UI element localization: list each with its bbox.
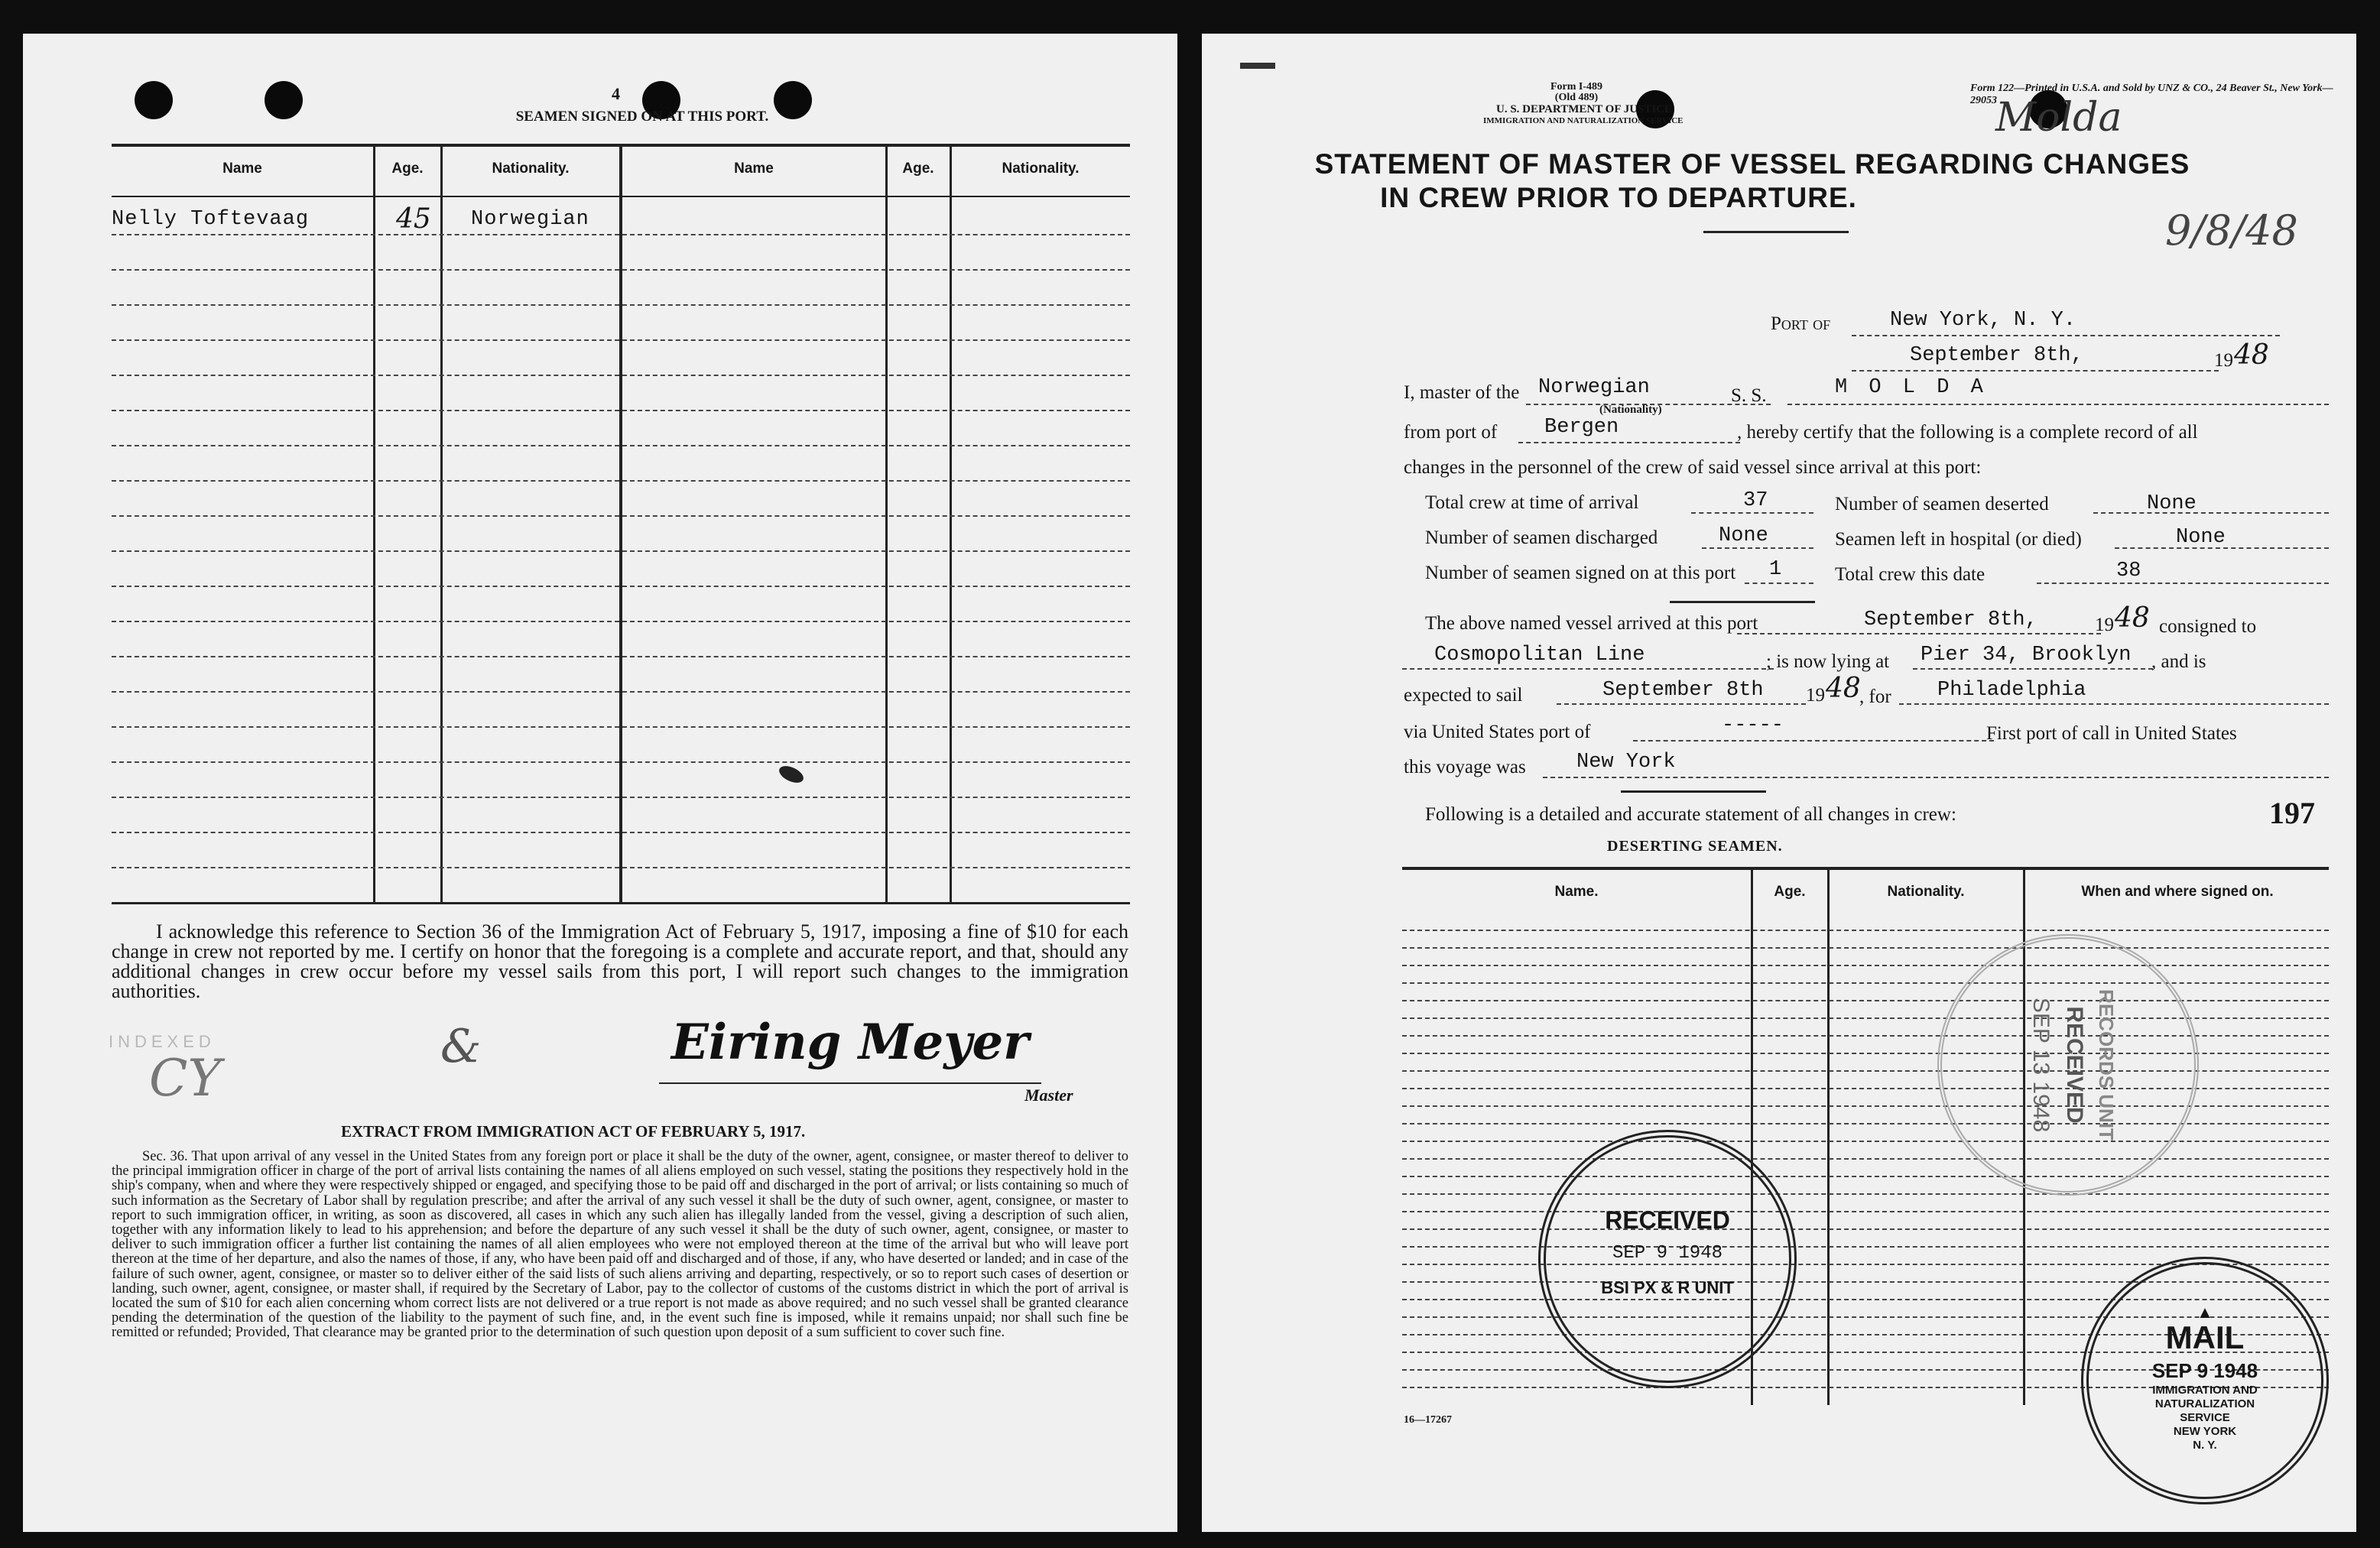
- deserted-value: None: [2147, 492, 2197, 515]
- year-value: 48: [2234, 339, 2269, 371]
- date-line: [1852, 370, 2219, 372]
- mail-stamp: [2081, 1257, 2329, 1504]
- total-arrival-label: Total crew at time of arrival: [1425, 492, 1639, 513]
- table-row: [112, 726, 1130, 728]
- table-row: [1402, 930, 2329, 931]
- page-number: 4: [612, 84, 620, 103]
- table-row: [1402, 1123, 2329, 1124]
- following-text: Following is a detailed and accurate statement of all changes in crew:: [1425, 804, 1956, 825]
- stamp-text: SERVICE: [2180, 1411, 2230, 1424]
- via-value: -----: [1722, 714, 1784, 737]
- arrived-label: The above named vessel arrived at this port: [1425, 613, 1758, 634]
- deserted-label: Number of seamen deserted: [1835, 494, 2049, 514]
- records-unit-stamp: [1937, 934, 2199, 1196]
- table-row: [112, 410, 1130, 411]
- table-cell-age: 45: [396, 203, 431, 235]
- table-row: [112, 621, 1130, 622]
- for-label: , for: [1859, 686, 1891, 707]
- port-label: Port of: [1771, 313, 1831, 334]
- desert-col-divider: [1827, 870, 1830, 1405]
- table-row: [112, 445, 1130, 446]
- master-signature: Eiring Meyer: [671, 1014, 1029, 1071]
- master-label: Master: [1024, 1086, 1073, 1105]
- extract-body: That upon arrival of any vessel in the United States from any foreign port or place it shall be the duty of the owner, agent, consignee, or master thereof to deliver to the principal immigration officer in charge of the port of arrival lists containing the names of all aliens employed on such vessel, stating the positions they respectively hold in the ship's company, when and where they were respectively shipped or engaged, and specifying those to be paid off and discharged in the port of arrival; or lists containing so much of such information as the Secretary of Labor shall by regulation prescribe; and after the arrival of any such vessel it shall be the duty of such owner, agent, consignee, or master to report to such immigration officer, in writing, as soon as discovered, all cases in which any such alien has illegally landed from the vessel, giving a description of such alien, together with any information likely to lead to his apprehension; and before the departure of any such vessel it shall be the duty of such owner, agent, consignee, or master to deliver to such immigration officer a further list containing the names of all alien employees who were not employed thereon at the time of the arrival but who will leave port thereon at the time of her departure, and also the names of those, if any, who have been paid off and discharged and of those, if any, who have deserted or landed; and in case of the failure of such owner, agent, consignee, or master so to deliver either of the said lists of such aliens arriving and departing, respectively, or so to report such cases of desertion or landing, such owner, agent, consignee, or master shall, if required by the Secretary of Labor, pay to the collector of customs of the customs district in which the port of arrival is located the sum of $10 for each alien concerning whom correct lists are not delivered or a true report is not made as above required; and no such vessel shall be granted clearance pending the determination of the question of the liability to the payment of such fine, and, in the event such fine is imposed, while it remains unpaid; nor shall such fine be remitted or refunded; Provided, That clearance may be granted prior to the determination of such question upon deposit of a sum sufficient to cover such fine.: [112, 1149, 1128, 1341]
- signed-on-label: Number of seamen signed on at this port: [1425, 563, 1736, 583]
- ship-value: M O L D A: [1835, 376, 1988, 399]
- ship-line: [1787, 404, 2329, 405]
- stamp-text: SEP 9 1948: [2151, 1359, 2258, 1382]
- table-row: [1402, 965, 2329, 966]
- lying-label: ; is now lying at: [1766, 651, 1890, 672]
- table-row: [1402, 1158, 2329, 1160]
- consignee-line: [1402, 668, 1774, 670]
- destination-value: Philadelphia: [1937, 679, 2086, 702]
- table-row: [1402, 1193, 2329, 1195]
- via-label: via United States port of: [1404, 722, 1591, 742]
- ink-blot: [777, 763, 806, 787]
- extract-title: EXTRACT FROM IMMIGRATION ACT OF FEBRUARY 5, 1917.: [341, 1122, 806, 1141]
- punch-hole: [265, 81, 303, 119]
- discharged-value: None: [1719, 524, 1768, 547]
- expected-value: September 8th: [1602, 679, 1764, 702]
- changes-text: changes in the personnel of the crew of said vessel since arrival at this port:: [1404, 457, 1982, 478]
- table-row: [112, 586, 1130, 587]
- total-arrival-value: 37: [1743, 489, 1768, 512]
- voyage-label: this voyage was: [1404, 757, 1526, 777]
- col-divider: [619, 147, 622, 902]
- lying-value: Pier 34, Brooklyn: [1921, 644, 2132, 667]
- section-label: Sec. 36.: [142, 1149, 188, 1164]
- col-divider: [885, 147, 888, 902]
- certify-text: , hereby certify that the following is a complete record of all: [1737, 422, 2198, 443]
- table-row: [1402, 1176, 2329, 1177]
- table-row: [112, 832, 1130, 833]
- expected-line: [1557, 703, 1806, 705]
- table-row: [112, 234, 1130, 235]
- col-header-age: Age.: [391, 161, 424, 177]
- voyage-value: New York: [1576, 751, 1676, 774]
- table-row: [1402, 1211, 2329, 1212]
- table-cell-nationality: Norwegian: [471, 208, 589, 231]
- department: U. S. DEPARTMENT OF JUSTICE: [1496, 103, 1673, 115]
- desert-col-name: Name.: [1554, 884, 1599, 900]
- signed-on-value: 1: [1769, 558, 1782, 581]
- total-arrival-line: [1691, 512, 1813, 514]
- table-row: [112, 269, 1130, 271]
- from-port-value: Bergen: [1544, 416, 1619, 439]
- folio-number: 197: [2269, 796, 2315, 830]
- date-value: September 8th,: [1910, 344, 2083, 367]
- stamp-text: BSI PX & R UNIT: [1601, 1278, 1734, 1297]
- col-divider: [950, 147, 952, 902]
- table-bottom-rule: [112, 902, 1130, 904]
- arrived-value: September 8th,: [1864, 608, 2037, 631]
- form-code: 16—17267: [1404, 1414, 1452, 1426]
- deserting-title: DESERTING SEAMEN.: [1607, 838, 1783, 855]
- discharged-line: [1702, 547, 1813, 549]
- nationality-value: Norwegian: [1538, 376, 1650, 399]
- discharged-label: Number of seamen discharged: [1425, 527, 1658, 548]
- initials-mark: &: [440, 1020, 482, 1073]
- arrived-year: 48: [2115, 602, 2150, 634]
- table-row: [1402, 1141, 2329, 1142]
- total-date-label: Total crew this date: [1835, 564, 1985, 585]
- first-port-label: First port of call in United States: [1986, 723, 2237, 744]
- master-of-label: I, master of the: [1404, 382, 1520, 403]
- col-header-age: Age.: [902, 161, 934, 177]
- form-number: Form I-489: [1550, 81, 1603, 92]
- left-page: [23, 34, 1177, 1532]
- arrived-line: [1737, 633, 2101, 634]
- table-row: [112, 304, 1130, 306]
- from-port-line: [1518, 442, 1740, 443]
- nationality-caption: (Nationality): [1599, 404, 1662, 416]
- deserted-line: [2093, 512, 2329, 514]
- received-stamp: [1538, 1130, 1797, 1388]
- table-row: [112, 691, 1130, 693]
- desert-col-nationality: Nationality.: [1887, 884, 1965, 900]
- count-rule: [1670, 601, 1815, 603]
- punch-hole: [135, 81, 173, 119]
- acknowledgment-text: I acknowledge this reference to Section 36 of the Immigration Act of February 5, 1917, imposing a fine of $10 for each change in crew not reported by me. I certify on honor that the foregoing is a complete and accurate report, and that, should any additional changes in crew occur before my vessel sails from this port, I will report such changes to the immigration authorities.: [112, 920, 1128, 1002]
- col-divider: [440, 147, 443, 902]
- desert-table-top-rule: [1402, 867, 2329, 870]
- table-row: [112, 656, 1130, 657]
- col-header-name: Name: [222, 161, 262, 177]
- and-is-text: , and is: [2151, 651, 2206, 672]
- handwritten-ship-name: Molda: [1995, 95, 2122, 141]
- table-row: [112, 761, 1130, 763]
- arrow-icon: ▲: [2197, 1303, 2213, 1322]
- title-rule: [1703, 231, 1849, 233]
- indexed-stamp: INDEXED: [109, 1032, 216, 1051]
- stamp-text: RECEIVED: [1605, 1206, 1730, 1234]
- table-row: [112, 867, 1130, 868]
- ss-label: S. S.: [1731, 385, 1767, 406]
- form-title-line1: STATEMENT OF MASTER OF VESSEL REGARDING CHANGES: [1314, 148, 2190, 180]
- table-row: [112, 550, 1130, 552]
- year-prefix: 19: [2214, 350, 2233, 371]
- col-header-nationality: Nationality.: [1002, 161, 1080, 177]
- service: IMMIGRATION AND NATURALIZATION SERVICE: [1483, 116, 1684, 125]
- stamp-text: N. Y.: [2193, 1439, 2217, 1452]
- stamp-text: NEW YORK: [2173, 1425, 2237, 1438]
- edge-mark: [1240, 63, 1275, 69]
- form-old-number: (Old 489): [1554, 92, 1599, 103]
- table-row: [1402, 982, 2329, 984]
- expected-year: 48: [1826, 673, 1861, 704]
- stamp-text: SEP 13 1948: [2028, 997, 2054, 1133]
- table-row: [112, 515, 1130, 517]
- consignee-value: Cosmopolitan Line: [1434, 644, 1645, 667]
- total-date-line: [2037, 583, 2329, 584]
- right-page: [1202, 34, 2356, 1532]
- col-header-name: Name: [734, 161, 774, 177]
- extract-text: [112, 1150, 1128, 1341]
- table-cell-name: Nelly Toftevaag: [112, 208, 310, 231]
- col-divider: [373, 147, 375, 902]
- expected-label: expected to sail: [1404, 685, 1523, 706]
- desert-col-age: Age.: [1774, 884, 1806, 900]
- hospital-value: None: [2176, 526, 2226, 549]
- table-row: [112, 797, 1130, 798]
- voyage-rule: [1621, 790, 1766, 793]
- table-row: [1402, 1000, 2329, 1001]
- port-value: New York, N. Y.: [1890, 309, 2076, 332]
- table-row: [112, 375, 1130, 376]
- signed-on-line: [1745, 583, 1813, 584]
- initials: CY: [149, 1049, 222, 1108]
- table-row: [1402, 947, 2329, 949]
- total-date-value: 38: [2116, 560, 2141, 583]
- table-row: [112, 339, 1130, 341]
- hospital-label: Seamen left in hospital (or died): [1835, 529, 2082, 550]
- arrived-year-prefix: 19: [2095, 615, 2114, 635]
- voyage-line: [1543, 777, 2329, 778]
- stamp-text: SEP 9 1948: [1612, 1243, 1723, 1264]
- stamp-text: RECORDS UNIT: [2095, 989, 2118, 1141]
- signature-line: [659, 1082, 1041, 1084]
- via-line: [1633, 740, 1994, 742]
- handwritten-date: 9/8/48: [2165, 206, 2298, 255]
- printer-line: Form 122—Printed in U.S.A. and Sold by UNZ & CO., 24 Beaver St., New York—29053: [1970, 83, 2333, 106]
- lying-line: [1913, 668, 2153, 670]
- desert-col-signed-on: When and where signed on.: [2081, 884, 2274, 900]
- table-row: [112, 480, 1130, 482]
- port-line: [1852, 335, 2280, 336]
- consigned-label: consigned to: [2159, 616, 2257, 637]
- stamp-text: NATURALIZATION: [2154, 1397, 2255, 1410]
- stamp-text: MAIL: [2165, 1319, 2245, 1355]
- destination-line: [1899, 703, 2329, 705]
- stamp-text: RECEIVED: [2062, 1006, 2087, 1124]
- col-header-nationality: Nationality.: [492, 161, 570, 177]
- expected-year-prefix: 19: [1806, 685, 1825, 706]
- stamp-text: IMMIGRATION AND: [2152, 1384, 2258, 1397]
- section-title: SEAMEN SIGNED ON AT THIS PORT.: [515, 109, 769, 125]
- from-port-label: from port of: [1404, 422, 1498, 443]
- form-title-line2: IN CREW PRIOR TO DEPARTURE.: [1380, 182, 1857, 213]
